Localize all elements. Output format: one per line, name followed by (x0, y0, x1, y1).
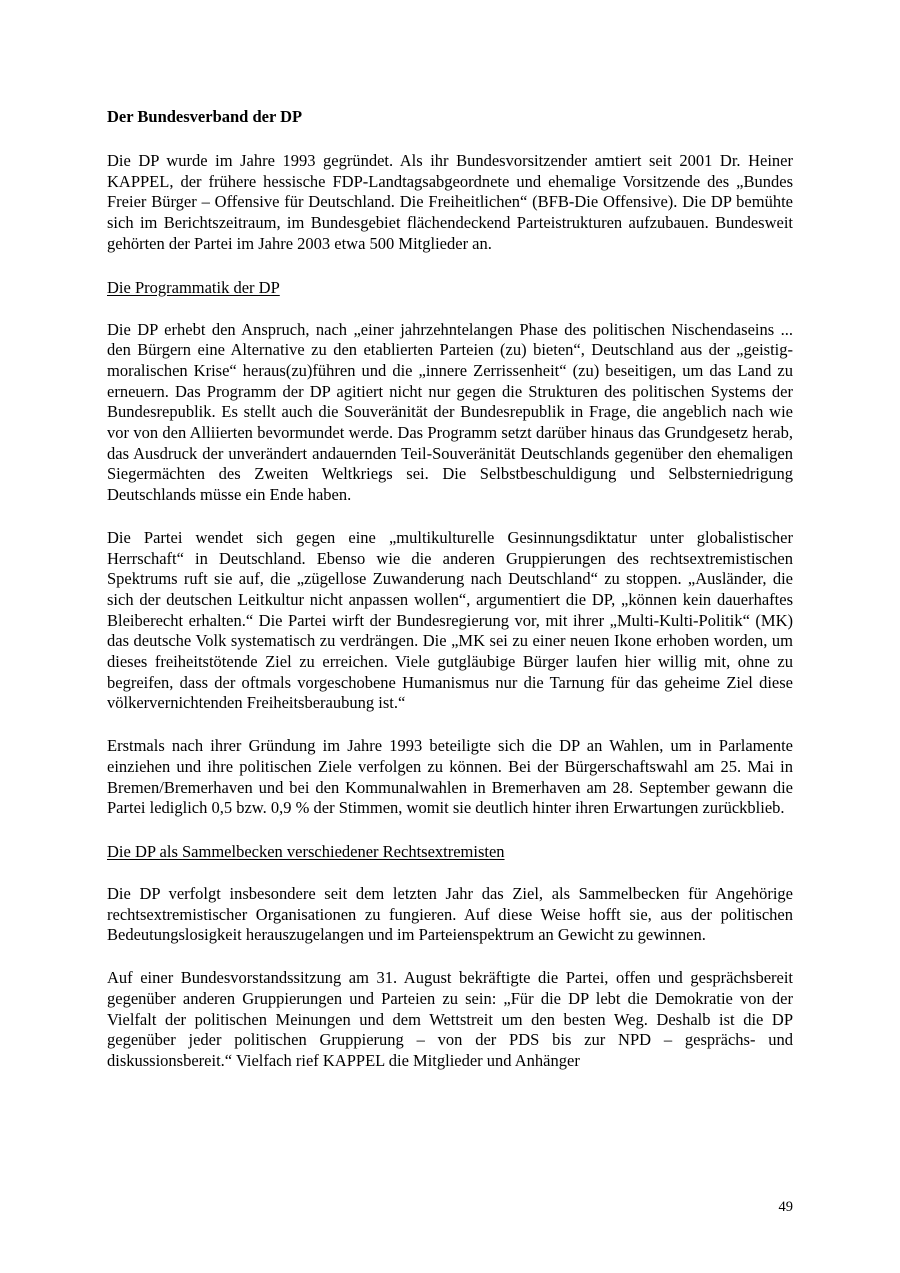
page-number: 49 (778, 1199, 793, 1215)
page-heading: Der Bundesverband der DP (107, 107, 303, 126)
section-title-programmatik: Die Programmatik der DP (107, 277, 280, 297)
paragraph-sammelbecken-2: Auf einer Bundesvorstandssitzung am 31. August bekräftigte die Partei, offen und gesprächsbereit gegenüber anderen Gruppierungen und Parteien zu sein: „Für die DP lebt die Demokratie von der Vielfalt der politischen Meinungen und dem Wettstreit um den besten Weg. Deshalb ist die DP gegenüber jeder politischen Gruppierung – von der PDS bis zur NPD – gesprächs- und diskussionsbereit.“ Vielfach rief KAPPEL die Mitglieder und Anhänger (107, 968, 793, 1070)
paragraph-programmatik-2: Die Partei wendet sich gegen eine „multikulturelle Gesinnungsdiktatur unter globalistischer Herrschaft“ in Deutschland. Ebenso wie die anderen Gruppierungen des rechtsextremistischen Spektrums ruft sie auf, die „zügellose Zuwanderung nach Deutschland“ zu stoppen. „Ausländer, die sich der deutschen Leitkultur nicht anpassen wollen“, argumentiert die DP, „können kein dauerhaftes Bleiberecht erhalten.“ Die Partei wirft der Bundesregierung vor, mit ihrer „Multi-Kulti-Politik“ (MK) das deutsche Volk systematisch zu verdrängen. Die „MK sei zu einer neuen Ikone erhoben worden, um dieses freiheitstötende Ziel zu erreichen. Viele gutgläubige Bürger laufen hier willig mit, ohne zu begreifen, dass der oftmals vorgeschobene Humanismus nur die Tarnung für das geheime Ziel diese völkervernichtenden Freiheitsberaubung ist.“ (107, 527, 793, 713)
paragraph-programmatik-1: Die DP erhebt den Anspruch, nach „einer jahrzehntelangen Phase des politischen Nischendaseins ... den Bürgern eine Alternative zu den etablierten Parteien (zu) bieten“, Deutschland aus der „geistig-moralischen Krise“ heraus(zu)führen und die „innere Zerrissenheit“ (zu) beseitigen, um das Land zu erneuern. Das Programm der DP agitiert nicht nur gegen die Strukturen des politischen Systems der Bundesrepublik. Es stellt auch die Souveränität der Bundesrepublik in Frage, die angeblich nach wie vor von den Alliierten bevormundet werde. Das Programm setzt darüber hinaus das Grundgesetz herab, das Ausdruck der unverändert andauernden Teil-Souveränität Deutschlands gegenüber den ehemaligen Siegermächten des Zweiten Weltkriegs sei. Die Selbstbeschuldigung und Selbsterniedrigung Deutschlands müsse ein Ende haben. (107, 319, 793, 505)
paragraph-programmatik-3: Erstmals nach ihrer Gründung im Jahre 1993 beteiligte sich die DP an Wahlen, um in Parlamente einziehen und ihre politischen Ziele verfolgen zu können. Bei der Bürgerschaftswahl am 25. Mai in Bremen/Bremerhaven und bei den Kommunalwahlen in Bremerhaven am 28. September gewann die Partei lediglich 0,5 bzw. 0,9 % der Stimmen, womit sie deutlich hinter ihren Erwartungen zurückblieb. (107, 736, 793, 818)
paragraph-sammelbecken-1: Die DP verfolgt insbesondere seit dem letzten Jahr das Ziel, als Sammelbecken für Angehörige rechtsextremistischer Organisationen zu fungieren. Auf diese Weise hofft sie, aus der politischen Bedeutungslosigkeit herauszugelangen und im Parteienspektrum an Gewicht zu gewinnen. (107, 883, 793, 945)
intro-paragraph: Die DP wurde im Jahre 1993 gegründet. Als ihr Bundesvorsitzender amtiert seit 2001 Dr. Heiner KAPPEL, der frühere hessische FDP-Landtagsabgeordnete und ehemalige Vorsitzende des „Bundes Freier Bürger – Offensive für Deutschland. Die Freiheitlichen“ (BFB-Die Offensive). Die DP bemühte sich im Berichtszeitraum, im Bundesgebiet flächendeckend Parteistrukturen aufzubauen. Bundesweit gehörten der Partei im Jahre 2003 etwa 500 Mitglieder an. (107, 151, 793, 253)
page-body (107, 106, 793, 1094)
section-title-sammelbecken: Die DP als Sammelbecken verschiedener Rechtsextremisten (107, 841, 505, 861)
